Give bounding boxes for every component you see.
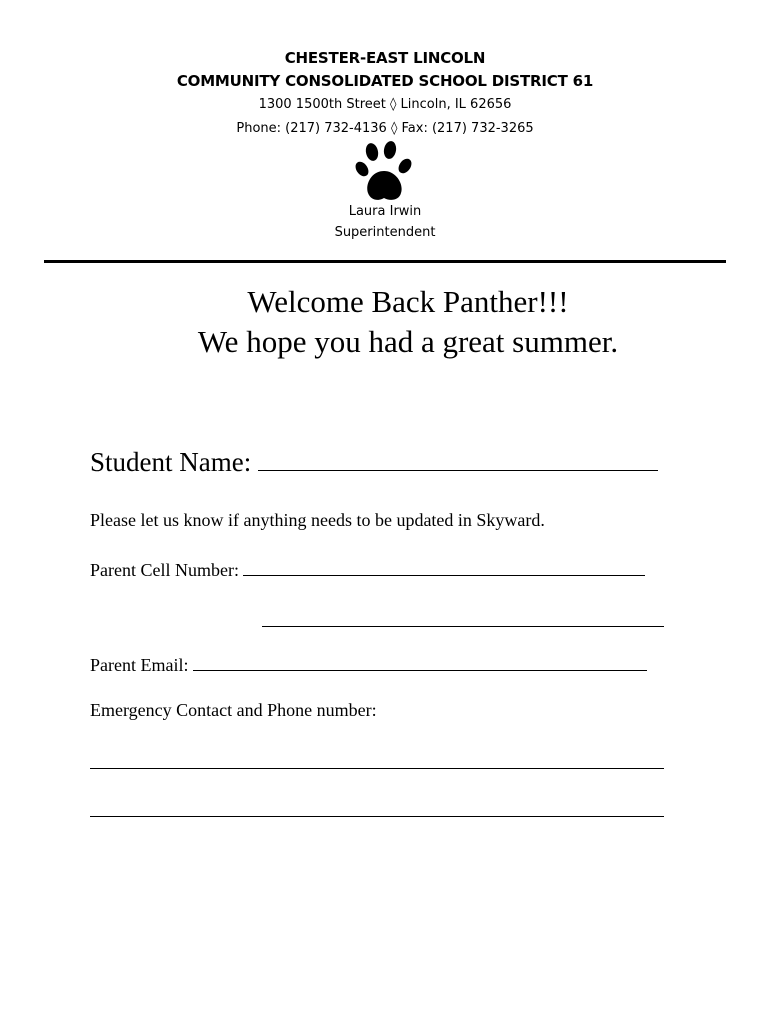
district-address: 1300 1500th Street ◊ Lincoln, IL 62656 — [258, 97, 512, 112]
district-name-line1: CHESTER-EAST LINCOLN — [284, 49, 486, 67]
superintendent-name: Laura Irwin — [348, 204, 422, 219]
emergency-contact-label: Emergency Contact and Phone number: — [90, 700, 377, 720]
parent-cell-label: Parent Cell Number: — [90, 560, 239, 580]
welcome-subheading: We hope you had a great summer. — [197, 324, 619, 359]
parent-email-label: Parent Email: — [90, 655, 189, 675]
parent-cell-blank[interactable] — [243, 557, 645, 576]
paw-print-icon — [355, 141, 413, 203]
superintendent-title: Superintendent — [334, 225, 436, 240]
parent-cell-field — [90, 557, 645, 581]
student-name-label: Student Name: — [90, 447, 252, 477]
emergency-contact-blank-2[interactable] — [90, 816, 664, 817]
parent-email-field — [90, 652, 647, 676]
student-name-blank[interactable] — [258, 446, 658, 471]
district-phone-fax: Phone: (217) 732-4136 ◊ Fax: (217) 732-3265 — [236, 121, 534, 136]
header-divider — [44, 260, 726, 263]
emergency-contact-blank-1[interactable] — [90, 768, 664, 769]
instructions-text: Please let us know if anything needs to be updated in Skyward. — [90, 510, 545, 530]
parent-cell-blank-2[interactable] — [262, 626, 664, 627]
student-name-field — [90, 446, 658, 478]
welcome-heading: Welcome Back Panther!!! — [247, 284, 569, 319]
parent-email-blank[interactable] — [193, 652, 647, 671]
district-name-line2: COMMUNITY CONSOLIDATED SCHOOL DISTRICT 61 — [176, 72, 594, 90]
